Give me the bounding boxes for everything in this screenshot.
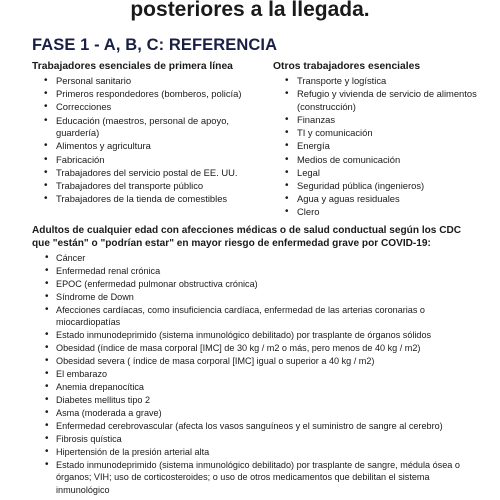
- high-risk-conditions-list: [32, 252, 472, 496]
- list-item: • Hipertensión de la presión arterial alta: [32, 446, 472, 458]
- list-item: • Asma (moderada a grave): [32, 407, 472, 419]
- list-item: • Trabajadores del servicio postal de EE. UU.: [32, 167, 264, 180]
- high-risk-adults-section: [32, 224, 472, 497]
- list-item: • TI y comunicación: [273, 127, 483, 140]
- list-item: • Estado inmunodeprimido (sistema inmunológico debilitado) por trasplante de órganos sólidos: [32, 329, 472, 341]
- list-item: • Personal sanitario: [32, 75, 264, 88]
- frontline-workers-section: [32, 60, 264, 206]
- frontline-list: [32, 75, 264, 206]
- list-item: • Obesidad severa ( índice de masa corporal [IMC] igual o superior a 40 kg / m2): [32, 355, 472, 367]
- list-item: • Refugio y vivienda de servicio de alimentos (construcción): [273, 88, 483, 113]
- other-workers-section: [273, 60, 483, 219]
- list-item: • Trabajadores de la tienda de comestibles: [32, 193, 264, 206]
- list-item: • Primeros respondedores (bomberos, policía): [32, 88, 264, 101]
- page-heading: posteriores a la llegada.: [130, 0, 370, 21]
- list-item: • Agua y aguas residuales: [273, 193, 483, 206]
- list-item: • EPOC (enfermedad pulmonar obstructiva crónica): [32, 278, 472, 290]
- list-item: • Medios de comunicación: [273, 154, 483, 167]
- list-item: • Correcciones: [32, 101, 264, 114]
- list-item: • El embarazo: [32, 368, 472, 380]
- list-item: • Legal: [273, 167, 483, 180]
- list-item: • Estado inmunodeprimido (sistema inmunológico debilitado) por trasplante de sangre, médula ósea o órganos; VIH; uso de corticosteroides; o uso de otros medicamentos que debilitan el sistema inmunológico: [32, 459, 472, 496]
- list-item: • Alimentos y agricultura: [32, 140, 264, 153]
- list-item: • Enfermedad cerebrovascular (afecta los vasos sanguíneos y el suministro de sangre al cerebro): [32, 420, 472, 432]
- list-item: • Finanzas: [273, 114, 483, 127]
- high-risk-heading: Adultos de cualquier edad con afecciones médicas o de salud conductual según los CDC que "están" o "podrían estar" en mayor riesgo de enfermedad grave por COVID-19:: [32, 225, 462, 249]
- phase-title: FASE 1 - A, B, C: REFERENCIA: [32, 36, 278, 54]
- list-item: • Educación (maestros, personal de apoyo, guardería): [32, 115, 264, 140]
- list-item: • Enfermedad renal crónica: [32, 265, 472, 277]
- other-workers-list: [273, 75, 483, 219]
- list-item: • Diabetes mellitus tipo 2: [32, 394, 472, 406]
- list-item: • Clero: [273, 206, 483, 219]
- list-item: • Síndrome de Down: [32, 291, 472, 303]
- list-item: • Afecciones cardíacas, como insuficiencia cardíaca, enfermedad de las arterias coronarias o miocardiopatías: [32, 304, 472, 329]
- list-item: • Anemia drepanocítica: [32, 381, 472, 393]
- list-item: • Obesidad (índice de masa corporal [IMC] de 30 kg / m2 o más, pero menos de 40 kg / m2): [32, 342, 472, 354]
- list-item: • Transporte y logística: [273, 75, 483, 88]
- list-item: • Energía: [273, 140, 483, 153]
- frontline-heading: Trabajadores esenciales de primera línea: [32, 61, 233, 72]
- other-workers-heading: Otros trabajadores esenciales: [273, 61, 421, 72]
- list-item: • Fabricación: [32, 154, 264, 167]
- list-item: • Fibrosis quística: [32, 433, 472, 445]
- list-item: • Seguridad pública (ingenieros): [273, 180, 483, 193]
- list-item: • Cáncer: [32, 252, 472, 264]
- list-item: • Trabajadores del transporte público: [32, 180, 264, 193]
